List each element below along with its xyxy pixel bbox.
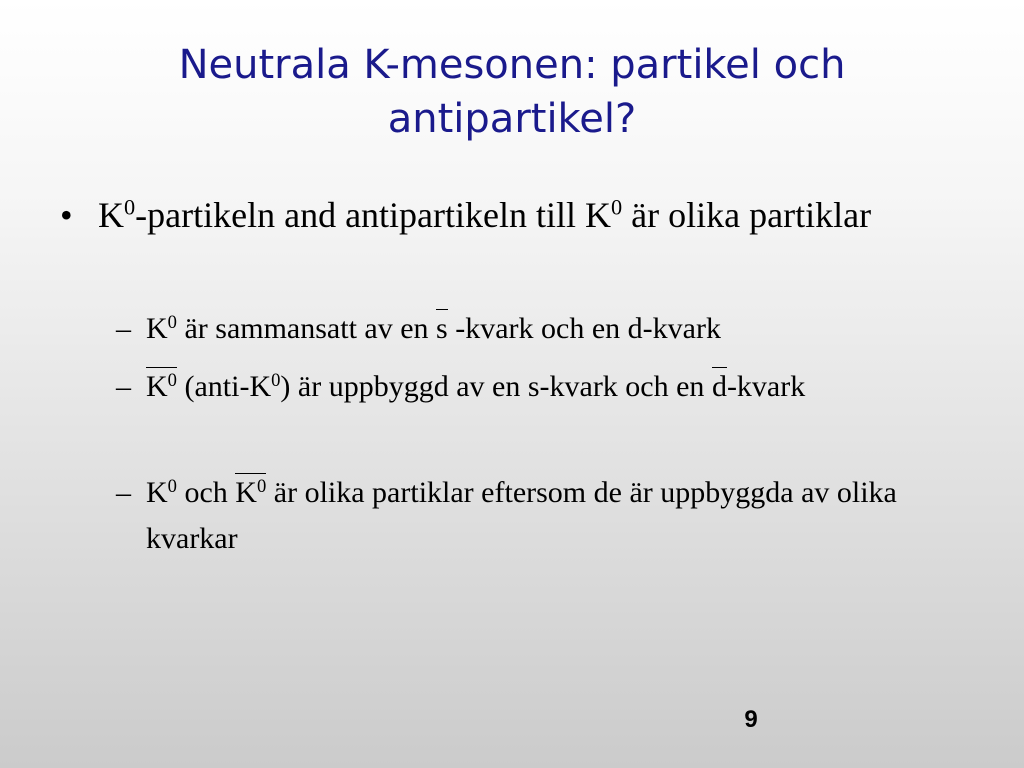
kaon-symbol: K bbox=[235, 476, 257, 509]
sub2-text-b: ) är uppbyggd av en s-kvark och en bbox=[280, 370, 712, 403]
dash-marker: – bbox=[116, 312, 131, 345]
kaon-symbol: K bbox=[98, 195, 124, 235]
sub1-text-b: -kvark och en d-kvark bbox=[447, 312, 721, 345]
anti-kaon-symbol bbox=[235, 470, 266, 516]
page-number: 9 bbox=[744, 706, 758, 733]
superscript-zero: 0 bbox=[256, 475, 267, 497]
superscript-zero: 0 bbox=[124, 194, 136, 220]
dash-marker: – bbox=[116, 370, 131, 403]
kaon-symbol: K bbox=[146, 476, 168, 509]
kaon-symbol: K bbox=[585, 195, 612, 235]
slide-title: Neutrala K-mesonen: partikel och antipartikel? bbox=[178, 42, 846, 142]
bullet-marker: • bbox=[60, 195, 73, 235]
superscript-zero: 0 bbox=[167, 369, 177, 391]
superscript-zero: 0 bbox=[611, 194, 623, 220]
sub-bullet-1 bbox=[116, 306, 956, 352]
superscript-zero: 0 bbox=[167, 311, 177, 333]
dash-marker: – bbox=[116, 476, 131, 509]
bullet-item-1 bbox=[60, 188, 958, 242]
sub3-text-a: och bbox=[176, 476, 236, 509]
sub2-text-a: (anti- bbox=[176, 370, 250, 403]
bullet1-text-b: är olika partiklar bbox=[622, 195, 872, 235]
superscript-zero: 0 bbox=[167, 475, 177, 497]
kaon-symbol: K bbox=[146, 312, 168, 345]
sub1-text-a: är sammansatt av en bbox=[176, 312, 437, 345]
superscript-zero: 0 bbox=[271, 369, 281, 391]
sub-bullet-3 bbox=[116, 470, 956, 562]
sub2-text-c: -kvark bbox=[726, 370, 806, 403]
kaon-symbol: K bbox=[249, 370, 272, 403]
bullet1-text-a: -partikeln and antipartikeln till bbox=[135, 195, 586, 235]
anti-kaon-symbol bbox=[146, 364, 177, 410]
sub-bullet-2 bbox=[116, 364, 956, 410]
kaon-symbol: K bbox=[146, 370, 168, 403]
anti-d-quark: d bbox=[712, 364, 727, 410]
anti-s-quark: s bbox=[436, 306, 448, 352]
sub3-text-b: är olika partiklar eftersom de är uppbyggda av olika kvarkar bbox=[146, 476, 897, 555]
